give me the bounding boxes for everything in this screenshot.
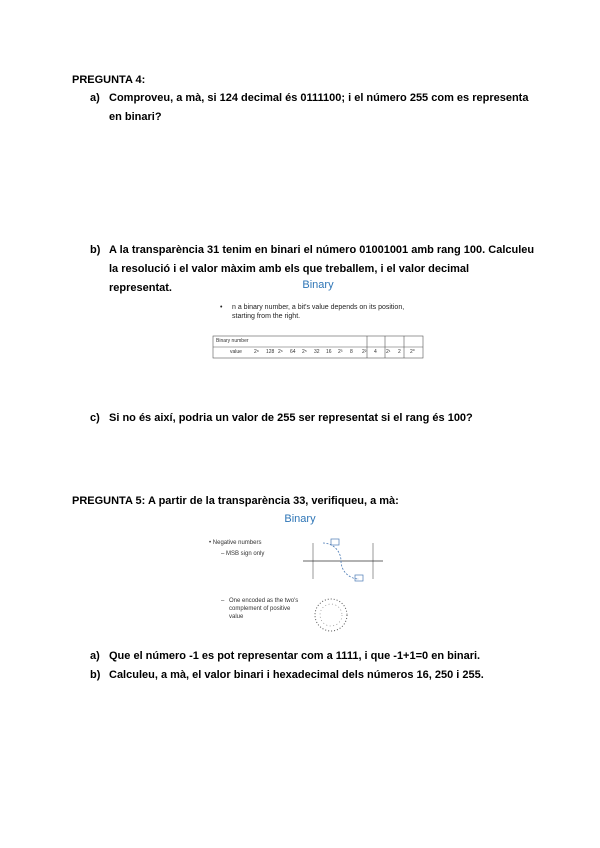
table-value-cell: 32 — [314, 349, 320, 355]
table-row2-values — [254, 349, 422, 357]
table-value-cell: 2³ — [338, 349, 343, 355]
negative-binary-slide-image — [205, 513, 395, 645]
table-value-cell: 2¹ — [386, 349, 391, 355]
item-marker: a) — [90, 650, 100, 662]
slide-sub1: – MSB sign only — [221, 551, 265, 557]
slide-bullet-text: n a binary number, a bit's value depends on its position, starting from the right. — [232, 304, 405, 320]
slide-bullet: • n a binary number, a bit's value depends on its position, starting from the right. — [220, 303, 410, 321]
binary-slide-image — [212, 279, 424, 361]
table-value-cell: 8 — [350, 349, 353, 355]
table-value-cell: 2 — [398, 349, 401, 355]
table-value-cell: 4 — [374, 349, 377, 355]
question-5b-text: Calculeu, a mà, el valor binari i hexadecimal dels números 16, 250 i 255. — [109, 669, 484, 681]
question-5a-text: Que el número -1 es pot representar com a 1111, i que -1+1=0 en binari. — [109, 650, 481, 662]
table-value-cell: 2⁰ — [410, 349, 415, 355]
slide-sub2-text: One encoded as the two's complement of positive value — [229, 598, 299, 620]
question-4a — [90, 89, 535, 127]
slide-title: Binary — [284, 513, 316, 525]
item-marker: b) — [90, 244, 101, 256]
question-4a-text: Comproveu, a mà, si 124 decimal és 0111100; i el número 255 com es representa en binari? — [109, 92, 529, 123]
question-4-heading: PREGUNTA 4: — [72, 74, 146, 86]
slide-sub2: – One encoded as the two's complement of positive value — [221, 597, 301, 621]
table-value-cell: 64 — [290, 349, 296, 355]
table-value-cell: 2⁵ — [302, 349, 307, 355]
slide-title: Binary — [302, 279, 334, 291]
table-value-cell: 2⁸ — [254, 349, 259, 355]
question-4c-text: Si no és així, podria un valor de 255 ser representat si el rang és 100? — [109, 412, 473, 424]
item-marker: a) — [90, 92, 100, 104]
slide-sub1-text: MSB sign only — [226, 551, 265, 557]
question-5-heading: PREGUNTA 5: A partir de la transparència 33, verifiqueu, a mà: — [72, 495, 399, 507]
question-4b-text: A la transparència 31 tenim en binari el número 01001001 amb rang 100. Calculeu la resolució i el valor màxim amb els que treballem, i el valor decimal representat. — [109, 244, 535, 294]
question-5b — [90, 666, 535, 685]
table-row2-label: value — [230, 349, 242, 355]
question-5a — [90, 647, 535, 666]
table-value-cell: 16 — [326, 349, 332, 355]
slide-bullet: • Negative numbers — [209, 540, 262, 546]
item-marker: c) — [90, 412, 100, 424]
table-value-cell: 2² — [362, 349, 367, 355]
table-row1-label: Binary number — [216, 338, 249, 344]
item-marker: b) — [90, 669, 101, 681]
question-4c — [90, 409, 535, 428]
slide-bullet-text: Negative numbers — [212, 540, 262, 546]
table-value-cell: 2⁶ — [278, 349, 283, 355]
number-circle-diagram — [303, 533, 383, 643]
table-value-cell: 128 — [266, 349, 275, 355]
